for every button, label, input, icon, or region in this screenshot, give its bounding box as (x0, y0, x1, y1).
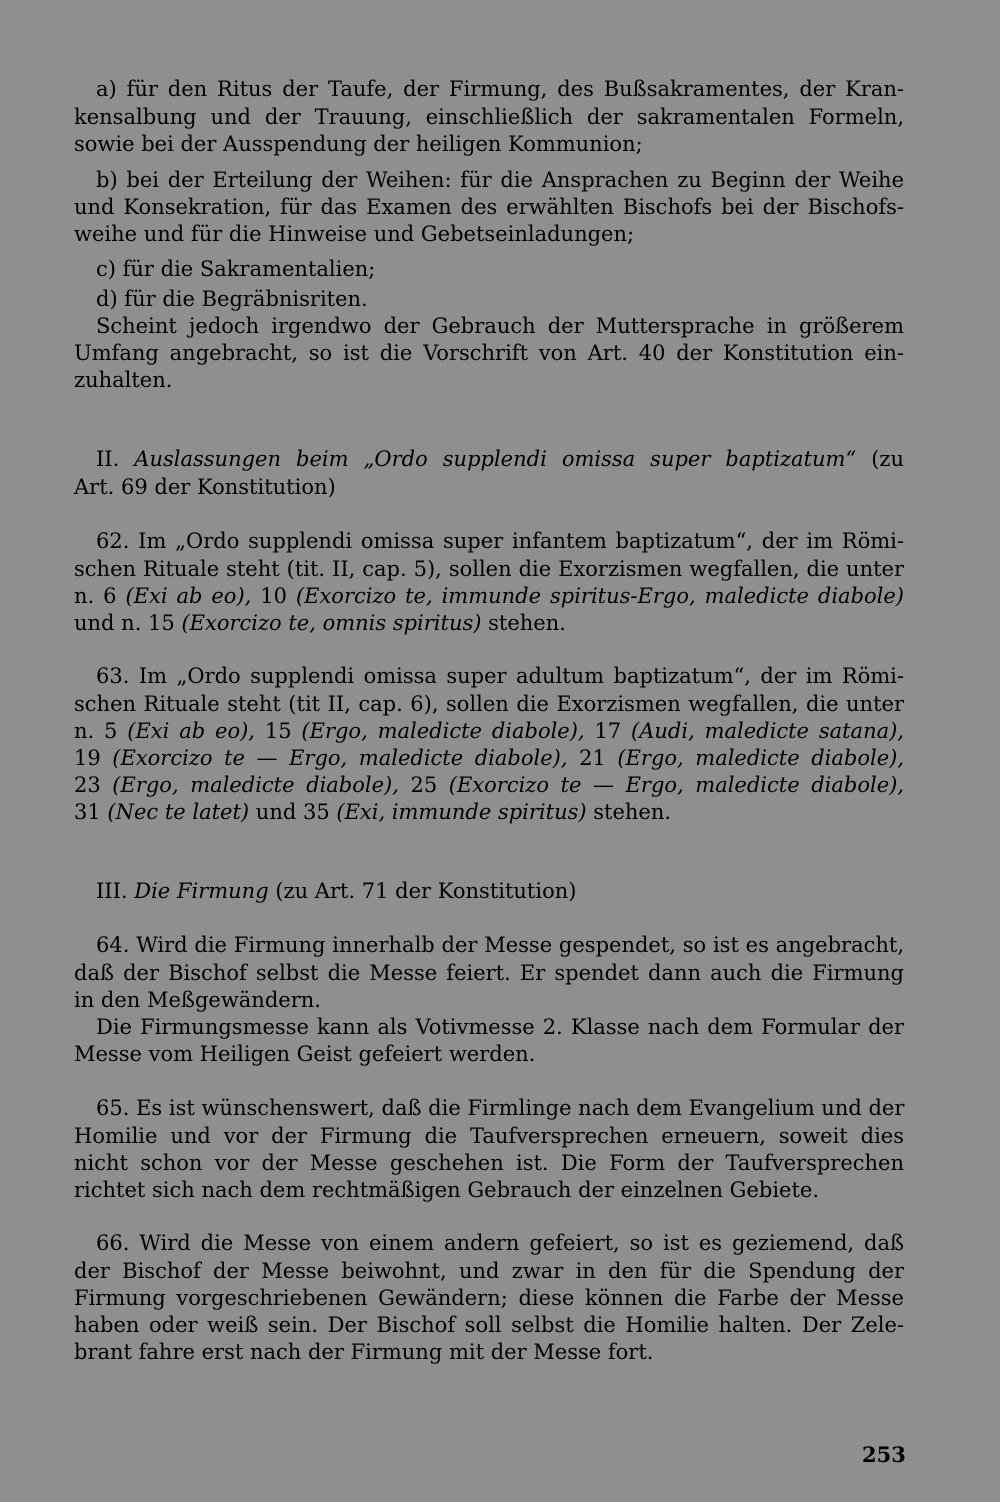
text-span: daß der Bischof selbst die Messe feiert. Er spendet dann auch die Firmung (74, 961, 904, 985)
text-span: schen Rituale steht (tit II, cap. 6), sollen die Exorzismen wegfallen, die unter (74, 692, 904, 716)
italic-text: (Exorcizo te — Ergo, maledicte diabole), (112, 746, 568, 770)
text-span: 65. Es ist wünschenswert, daß die Firmlinge nach dem Evangelium und der (96, 1096, 905, 1120)
text-span: 66. Wird die Messe von einem andern gefeiert, so ist es geziemend, daß (96, 1231, 904, 1255)
text-line (74, 474, 904, 501)
text-line (74, 1312, 904, 1339)
italic-text: Auslassungen beim „Ordo supplendi omissa super baptizatum“ (134, 447, 857, 471)
text-span: d) für die Begräbnisriten. (96, 287, 368, 311)
text-span: 62. Im „Ordo supplendi omissa super infantem baptizatum“, der im Römi- (96, 529, 904, 553)
italic-text: (Ergo, maledicte diabole), (112, 773, 399, 797)
italic-text: (Ergo, maledicte diabole), (617, 746, 904, 770)
text-span: II. (96, 447, 135, 471)
text-span: und 35 (249, 800, 337, 824)
text-span: stehen. (481, 611, 566, 635)
text-line (96, 878, 904, 905)
text-span: richtet sich nach dem rechtmäßigen Gebrauch der einzelnen Gebiete. (74, 1178, 820, 1202)
text-line (74, 104, 904, 131)
text-line (74, 583, 904, 610)
text-span: Messe vom Heiligen Geist gefeiert werden. (74, 1042, 536, 1066)
text-line (74, 367, 904, 394)
text-line (74, 718, 904, 745)
text-span: 31 (74, 800, 108, 824)
italic-text: (Nec te latet) (107, 800, 250, 824)
text-line (96, 76, 904, 103)
text-line (74, 691, 904, 718)
text-span: schen Rituale steht (tit. II, cap. 5), sollen die Exorzismen wegfallen, die unter (74, 557, 904, 581)
text-line (74, 131, 904, 158)
text-line (74, 745, 904, 772)
text-span: Die Firmungsmesse kann als Votivmesse 2. Klasse nach dem Formular der (96, 1015, 904, 1039)
italic-text: (Exorcizo te — Ergo, maledicte diabole), (448, 773, 904, 797)
italic-text: (Audi, maledicte satana), (631, 719, 904, 743)
italic-text: Die Firmung (134, 879, 269, 903)
text-span: a) für den Ritus der Taufe, der Firmung, des Bußsakramentes, der Kran- (96, 77, 904, 101)
italic-text: (Exi, immunde spiritus) (336, 800, 587, 824)
text-span: (zu Art. 71 der Konstitution) (268, 879, 577, 903)
text-span: (zu (856, 447, 904, 471)
text-line (96, 528, 904, 555)
text-span: kensalbung und der Trauung, einschließlich der sakramentalen Formeln, (74, 105, 904, 129)
text-line (74, 340, 904, 367)
text-span: 19 (74, 746, 113, 770)
text-line (74, 194, 904, 221)
text-line (74, 1150, 904, 1177)
text-line (74, 1339, 904, 1366)
text-line (96, 313, 904, 340)
text-line (74, 610, 904, 637)
text-span: und Konsekration, für das Examen des erwählten Bischofs bei der Bischofs- (74, 195, 904, 219)
italic-text: (Exorcizo te, omnis spiritus) (181, 611, 482, 635)
page-number: 253 (862, 1442, 906, 1467)
text-line (74, 1041, 904, 1068)
text-span: stehen. (586, 800, 672, 824)
text-span: 17 (584, 719, 632, 743)
text-line (96, 663, 904, 690)
text-line (96, 932, 904, 959)
text-span: Art. 69 der Konstitution) (74, 475, 336, 499)
text-span: n. 6 (74, 584, 126, 608)
italic-text: (Exi ab eo), (125, 584, 252, 608)
text-span: und n. 15 (74, 611, 182, 635)
italic-text: (Exorcizo te, immunde spiritus-Ergo, maledicte diabole) (295, 584, 904, 608)
text-span: 64. Wird die Firmung innerhalb der Messe gespendet, so ist es angebracht, (96, 933, 904, 957)
text-span: zuhalten. (74, 368, 173, 392)
text-span: in den Meßgewändern. (74, 988, 321, 1012)
text-span: brant fahre erst nach der Firmung mit der Messe fort. (74, 1340, 654, 1364)
text-span: 23 (74, 773, 113, 797)
text-span: n. 5 (74, 719, 128, 743)
text-line (74, 1123, 904, 1150)
text-line (74, 556, 904, 583)
text-span: der Bischof der Messe beiwohnt, und zwar in den für die Spendung der (74, 1259, 904, 1283)
text-span: 25 (398, 773, 449, 797)
text-line (74, 1177, 904, 1204)
text-line (96, 256, 904, 283)
text-span: b) bei der Erteilung der Weihen: für die Ansprachen zu Beginn der Weihe (96, 168, 904, 192)
text-span: haben oder weiß sein. Der Bischof soll selbst die Homilie halten. Der Zele- (74, 1313, 904, 1337)
text-span: Firmung vorgeschriebenen Gewändern; diese können die Farbe der Messe (74, 1286, 904, 1310)
text-span: Umfang angebracht, so ist die Vorschrift von Art. 40 der Konstitution ein- (74, 341, 904, 365)
text-line (74, 772, 904, 799)
text-span: sowie bei der Ausspendung der heiligen Kommunion; (74, 132, 643, 156)
text-line (74, 221, 904, 248)
text-span: c) für die Sakramentalien; (96, 257, 376, 281)
text-line (74, 987, 904, 1014)
text-span: III. (96, 879, 135, 903)
text-span: Homilie und vor der Firmung die Taufversprechen erneuern, soweit dies (74, 1124, 904, 1148)
text-span: Scheint jedoch irgendwo der Gebrauch der Muttersprache in größerem (96, 314, 904, 338)
text-line (74, 799, 904, 826)
text-span: nicht schon vor der Messe geschehen ist. Die Form der Taufversprechen (74, 1151, 904, 1175)
text-line (74, 960, 904, 987)
italic-text: (Exi ab eo), (127, 719, 255, 743)
italic-text: (Ergo, maledicte diabole), (301, 719, 585, 743)
text-line (74, 1285, 904, 1312)
text-line (96, 1095, 904, 1122)
text-line (96, 1014, 904, 1041)
text-span: weihe und für die Hinweise und Gebetseinladungen; (74, 222, 635, 246)
text-span: 10 (251, 584, 296, 608)
text-span: 15 (254, 719, 302, 743)
text-span: 63. Im „Ordo supplendi omissa super adultum baptizatum“, der im Römi- (96, 664, 904, 688)
text-line (74, 1258, 904, 1285)
text-span: 21 (567, 746, 618, 770)
text-line (96, 446, 904, 473)
text-line (96, 1230, 904, 1257)
text-line (96, 286, 904, 313)
text-line (96, 167, 904, 194)
